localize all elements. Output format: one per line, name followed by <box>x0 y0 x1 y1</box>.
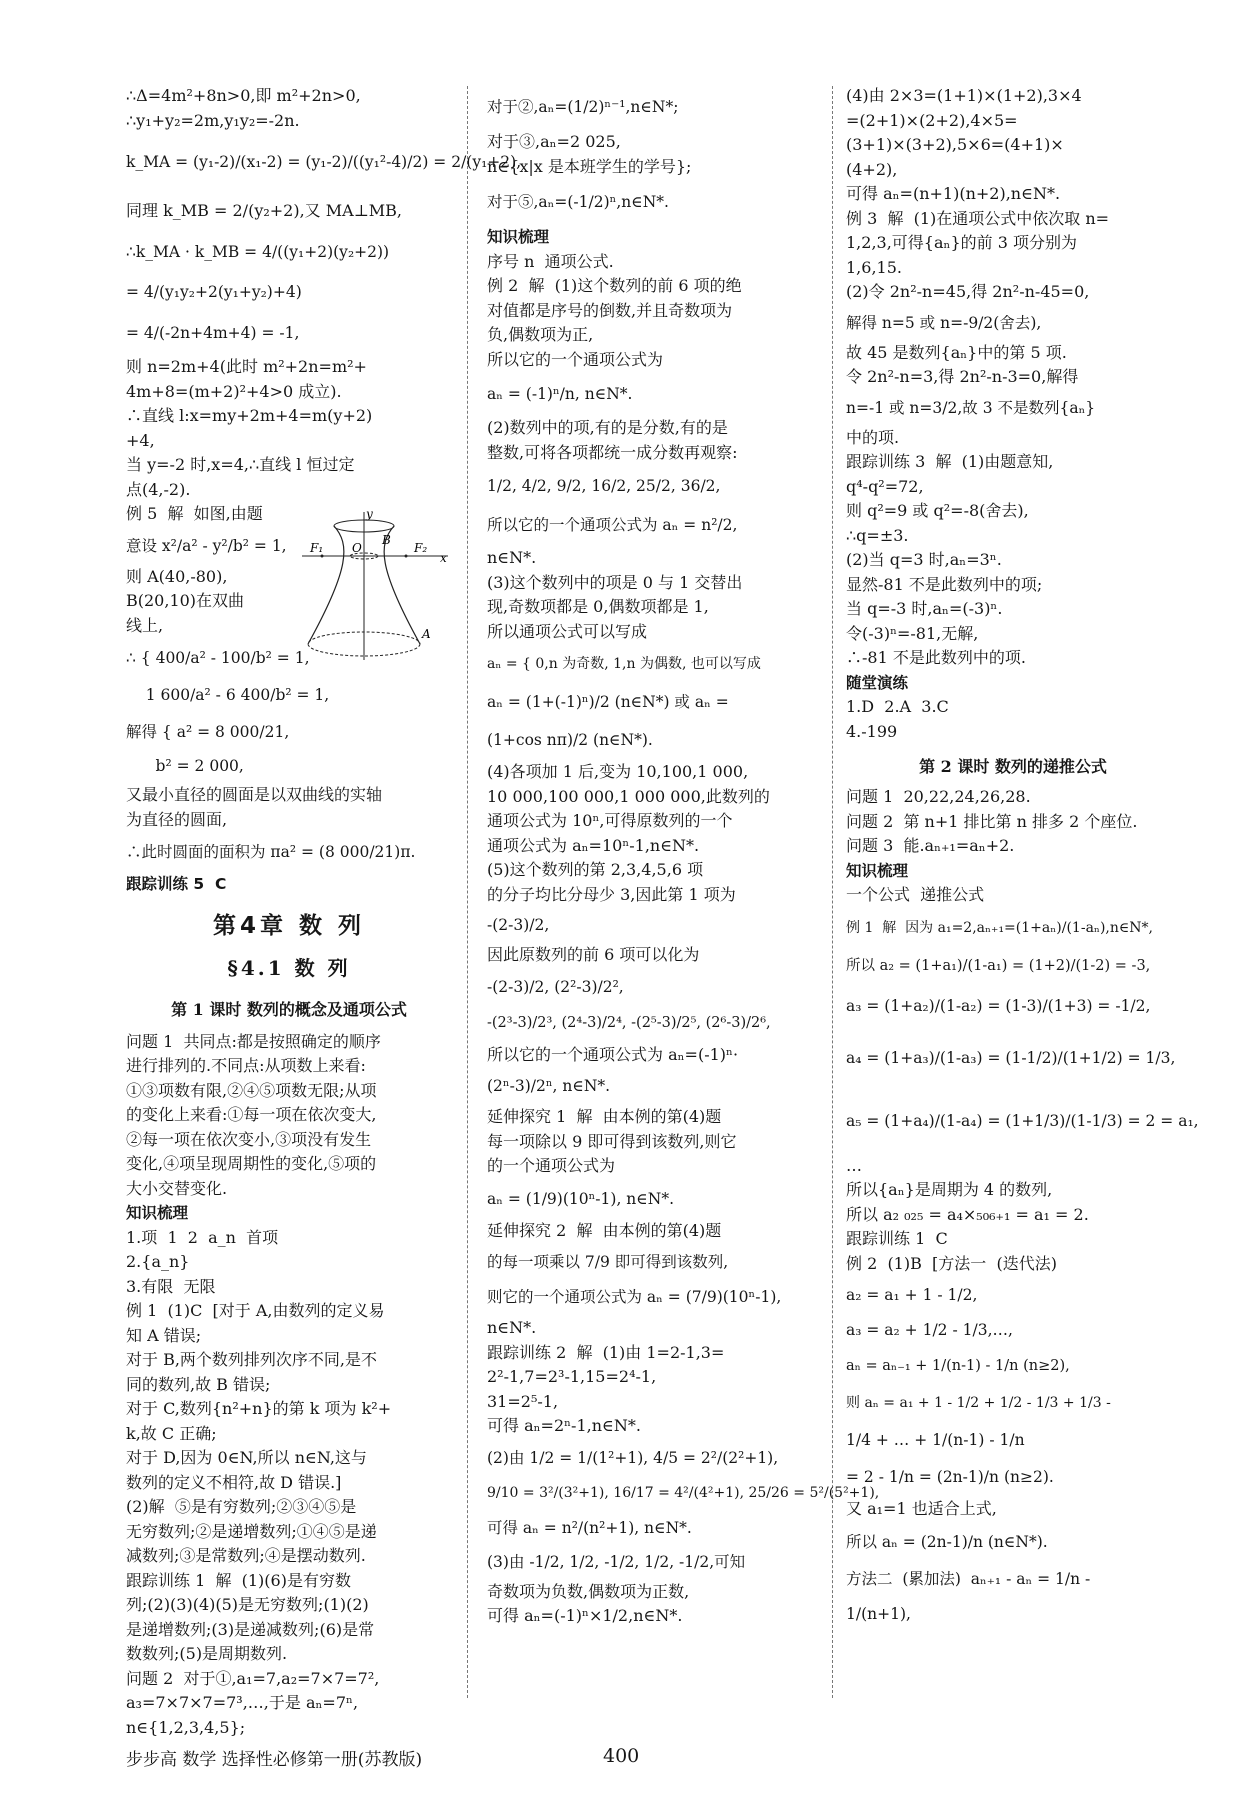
column-right <box>846 84 1199 1704</box>
text-line: 所以它的一个通项公式为 aₙ=(-1)ⁿ· <box>487 1044 739 1064</box>
text-line: 对于 C,数列{n²+n}的第 k 项为 k²+ <box>126 1399 392 1418</box>
text-line: 所以它的一个通项公式为 <box>487 349 664 369</box>
hyperboloid-figure <box>302 504 452 664</box>
formula-line: (2)由 1/2 = 1/(1²+1), 4/5 = 2²/(2²+1), <box>487 1448 779 1467</box>
text-line: ①③项数有限,②④⑤项数无限;从项 <box>126 1080 377 1100</box>
formula-line: a₃ = (1+a₂)/(1-a₂) = (1-3)/(1+3) = -1/2, <box>846 996 1151 1015</box>
text-line: 所以{aₙ}是周期为 4 的数列, <box>846 1180 1053 1199</box>
text-line: 又最小直径的圆面是以双曲线的实轴 <box>126 785 383 804</box>
formula-line: aₙ = aₙ₋₁ + 1/(n-1) - 1/n (n≥2), <box>846 1358 1070 1374</box>
formula-line: 可得 aₙ = n²/(n²+1), n∈N*. <box>487 1518 692 1537</box>
heading: 知识梳理 <box>487 228 550 246</box>
text-line: 所以通项公式可以写成 <box>487 621 648 641</box>
text-line: 的一个通项公式为 <box>487 1156 616 1175</box>
text-line: 跟踪训练 2 解 (1)由 1=2-1,3= <box>487 1342 725 1362</box>
text-line: (4)由 2×3=(1+1)×(1+2),3×4 <box>846 86 1082 105</box>
text-line: 对值都是序号的倒数,并且奇数项为 <box>487 300 733 320</box>
text-line: 1.项 1 2 a_n 首项 <box>126 1227 279 1247</box>
formula-line: (3)由 -1/2, 1/2, -1/2, 1/2, -1/2,可知 <box>487 1552 746 1571</box>
formula-line: (2ⁿ-3)/2ⁿ, n∈N*. <box>487 1077 611 1095</box>
text-line: (4)各项加 1 后,变为 10,100,1 000, <box>487 762 749 781</box>
text-line: 31=2⁵-1, <box>487 1391 559 1411</box>
text-line: 可得 aₙ=(-1)ⁿ×1/2,n∈N*. <box>487 1606 683 1625</box>
text-line: 显然-81 不是此数列中的项; <box>846 574 1043 594</box>
text-line: 2.{a_n} <box>126 1252 190 1271</box>
text-line: 例 2 解 (1)这个数列的前 6 项的绝 <box>487 276 742 295</box>
formula-line: 解得 n=5 或 n=-9/2(舍去), <box>846 313 1042 332</box>
text-line: 则 A(40,-80), <box>126 566 228 586</box>
text-line: 线上, <box>126 615 164 635</box>
formula-line: 则 aₙ = a₁ + 1 - 1/2 + 1/2 - 1/3 + 1/3 - <box>846 1395 1111 1411</box>
axis-label-x: x <box>440 551 447 565</box>
heading: 知识梳理 <box>846 861 909 880</box>
formula-line: = 2 - 1/n = (2n-1)/n (n≥2). <box>846 1468 1054 1486</box>
text-line: 例 3 解 (1)在通项公式中依次取 n= <box>846 208 1110 228</box>
formula-line: 对于⑤,aₙ=(-1/2)ⁿ,n∈N*. <box>487 193 669 211</box>
text-line: 中的项. <box>846 427 900 447</box>
text-line: =(2+1)×(2+2),4×5= <box>846 110 1018 130</box>
formula-line: a₂ = a₁ + 1 - 1/2, <box>846 1286 978 1304</box>
focus-label-F1: F₁ <box>310 541 324 555</box>
text-line: 奇数项为负数,偶数项为正数, <box>487 1581 690 1601</box>
text-line: 所以 a₂ ₀₂₅ = a₄×₅₀₆₊₁ = a₁ = 2. <box>846 1204 1089 1224</box>
text-line: (3+1)×(3+2),5×6=(4+1)× <box>846 135 1064 154</box>
text-line: ②每一项在依次变小,③项没有发生 <box>126 1129 372 1149</box>
text-line: (2)数列中的项,有的是分数,有的是 <box>487 418 728 437</box>
formula-line: -(2³-3)/2³, (2⁴-3)/2⁴, -(2⁵-3)/2⁵, (2⁶-3)/2⁶, <box>487 1014 771 1031</box>
text-line: 3.有限 无限 <box>126 1276 216 1296</box>
text-line: ∴-81 不是此数列中的项. <box>846 648 1026 667</box>
formula-line: aₙ = { 0,n 为奇数, 1,n 为偶数, 也可以写成 <box>487 656 761 672</box>
text-line: 问题 2 第 n+1 排比第 n 排多 2 个座位. <box>846 811 1138 831</box>
formula-line: 意设 x²/a² - y²/b² = 1, <box>126 536 287 555</box>
formula-line: 例 1 解 因为 a₁=2,aₙ₊₁=(1+aₙ)/(1-aₙ),n∈N*, <box>846 919 1153 936</box>
text-line: 则 q²=9 或 q²=-8(舍去), <box>846 501 1029 520</box>
formula-line: 所以 aₙ = (2n-1)/n (n∈N*). <box>846 1532 1048 1551</box>
text-line: 数列的定义不相符,故 D 错误.] <box>126 1472 342 1492</box>
text-line: q⁴-q²=72, <box>846 476 924 496</box>
text-line: 的变化上来看:①每一项在依次变大, <box>126 1105 377 1124</box>
text-line: 2²-1,7=2³-1,15=2⁴-1, <box>487 1367 657 1386</box>
text-line: 跟踪训练 5 C <box>126 875 227 893</box>
formula-line: 对于②,aₙ=(1/2)ⁿ⁻¹,n∈N*; <box>487 98 679 116</box>
text-line: 跟踪训练 3 解 (1)由题意知, <box>846 452 1054 471</box>
text-line: 大小交替变化. <box>126 1178 228 1198</box>
column-divider-2 <box>832 86 833 1698</box>
text-line: +4, <box>126 430 155 450</box>
text-line: 则 n=2m+4(此时 m²+2n=m²+ <box>126 357 367 376</box>
text-line: 问题 1 共同点:都是按照确定的顺序 <box>126 1031 381 1051</box>
formula-line: k_MA = (y₁-2)/(x₁-2) = (y₁-2)/((y₁²-4)/2) = 2/(y₁+2), <box>126 153 522 171</box>
text-line: 点(4,-2). <box>126 479 191 499</box>
focus-label-F2: F₂ <box>414 541 428 555</box>
formula-line: aₙ = (1+(-1)ⁿ)/2 (n∈N*) 或 aₙ = <box>487 693 729 711</box>
formula-line: 所以 a₂ = (1+a₁)/(1-a₁) = (1+2)/(1-2) = -3, <box>846 957 1151 974</box>
text-line: (2)解 ⑤是有穷数列;②③④⑤是 <box>126 1497 357 1516</box>
text-line: 进行排列的.不同点:从项数上来看: <box>126 1056 366 1075</box>
formula-line: n=-1 或 n=3/2,故 3 不是数列{aₙ} <box>846 398 1096 417</box>
text-line: 当 y=-2 时,x=4,∴直线 l 恒过定 <box>126 455 355 474</box>
text-line: 是递增数列;(3)是递减数列;(6)是常 <box>126 1619 375 1639</box>
text-line: 因此原数列的前 6 项可以化为 <box>487 945 700 964</box>
formula-line: -(2-3)/2, <box>487 916 550 934</box>
text-line: a₃=7×7×7=7³,…,于是 aₙ=7ⁿ, <box>126 1693 359 1712</box>
point-label-A: A <box>422 627 431 641</box>
text-line: n∈N*. <box>487 548 537 567</box>
formula-line: a₃ = a₂ + 1/2 - 1/3,…, <box>846 1321 1013 1339</box>
text-line: 4.-199 <box>846 721 898 741</box>
text-line: … <box>846 1155 862 1175</box>
text-line: 跟踪训练 1 C <box>846 1229 948 1248</box>
text-line: 问题 1 20,22,24,26,28. <box>846 787 1031 806</box>
text-line: 令(-3)ⁿ=-81,无解, <box>846 623 979 643</box>
footer-book-title: 步步高 数学 选择性必修第一册(苏教版) <box>126 1750 423 1770</box>
text-line: B(20,10)在双曲 <box>126 591 245 610</box>
example-5-block <box>126 502 452 641</box>
text-line: (4+2), <box>846 159 898 179</box>
text-line: 10 000,100 000,1 000 000,此数列的 <box>487 786 770 806</box>
text-line: 对于③,aₙ=2 025, <box>487 132 621 151</box>
text-line: 1,6,15. <box>846 257 902 277</box>
text-line: n∈{1,2,3,4,5}; <box>126 1717 246 1737</box>
text-line: 数数列;(5)是周期数列. <box>126 1644 288 1663</box>
text-line: 为直径的圆面, <box>126 809 228 829</box>
text-line: 序号 n 通项公式. <box>487 251 614 271</box>
lesson-title: 第 2 课时 数列的递推公式 <box>919 757 1107 776</box>
text-line: 例 5 解 如图,由题 <box>126 504 263 523</box>
formula-line: 1/2, 4/2, 9/2, 16/2, 25/2, 36/2, <box>487 477 721 495</box>
text-line: 1,2,3,可得{aₙ}的前 3 项分别为 <box>846 233 1077 252</box>
formula-line: 的每一项乘以 7/9 即可得到该数列, <box>487 1253 729 1271</box>
text-line: ∴Δ=4m²+8n>0,即 m²+2n>0, <box>126 86 361 105</box>
text-line: 例 1 (1)C [对于 A,由数列的定义易 <box>126 1301 385 1320</box>
page-number: 400 <box>603 1745 640 1767</box>
point-label-B: B <box>382 533 391 547</box>
text-line: ∴y₁+y₂=2m,y₁y₂=-2n. <box>126 110 300 130</box>
text-line: 对于 D,因为 0∈N,所以 n∈N,这与 <box>126 1448 367 1467</box>
text-line: (2)令 2n²-n=45,得 2n²-n-45=0, <box>846 282 1090 301</box>
formula-line: aₙ = (-1)ⁿ/n, n∈N*. <box>487 385 633 403</box>
text-line: 通项公式为 aₙ=10ⁿ-1,n∈N*. <box>487 835 700 855</box>
text-line: 延伸探究 2 解 由本例的第(4)题 <box>487 1220 722 1240</box>
formula-line: = 4/(-2n+4m+4) = -1, <box>126 324 300 342</box>
text-line: 列;(2)(3)(4)(5)是无穷数列;(1)(2) <box>126 1595 369 1614</box>
formula-line: 9/10 = 3²/(3²+1), 16/17 = 4²/(4²+1), 25/26 = 5²/(5²+1), <box>487 1484 880 1501</box>
formula-line: b² = 2 000, <box>126 757 244 775</box>
formula-line: 1/4 + … + 1/(n-1) - 1/n <box>846 1431 1025 1449</box>
text-line: 对于 B,两个数列排列次序不同,是不 <box>126 1350 378 1369</box>
formula-line: aₙ = (1/9)(10ⁿ-1), n∈N*. <box>487 1189 674 1208</box>
text-line: k,故 C 正确; <box>126 1423 217 1443</box>
text-line: 4m+8=(m+2)²+4>0 成立). <box>126 381 342 401</box>
formula-line: 1/(n+1), <box>846 1604 911 1623</box>
text-line: 同的数列,故 B 错误; <box>126 1374 271 1394</box>
formula-line: a₅ = (1+a₄)/(1-a₄) = (1+1/3)/(1-1/3) = 2 = a₁, <box>846 1111 1199 1130</box>
formula-line: 1 600/a² - 6 400/b² = 1, <box>126 686 330 704</box>
text-line: ∴直线 l:x=my+2m+4=m(y+2) <box>126 406 373 425</box>
chapter-title: 第4章 数 列 <box>212 912 366 939</box>
text-line: 整数,可将各项都统一成分数再观察: <box>487 442 738 462</box>
text-line: ∴q=±3. <box>846 525 909 545</box>
formula-line: -(2-3)/2, (2²-3)/2², <box>487 977 624 996</box>
text-line: 负,偶数项为正, <box>487 325 594 344</box>
text-line: 同理 k_MB = 2/(y₂+2),又 MA⊥MB, <box>126 201 402 220</box>
heading: 知识梳理 <box>126 1204 189 1222</box>
text-line: 可得 aₙ=2ⁿ-1,n∈N*. <box>487 1416 641 1435</box>
text-line: 问题 3 能.aₙ₊₁=aₙ+2. <box>846 836 1015 855</box>
origin-label-O: O <box>352 541 362 555</box>
formula-line: 所以它的一个通项公式为 aₙ = n²/2, <box>487 516 738 534</box>
text-line: 无穷数列;②是递增数列;①④⑤是递 <box>126 1521 377 1541</box>
text-line: 的分子均比分母少 3,因此第 1 项为 <box>487 884 736 904</box>
formula-line: ∴k_MA · k_MB = 4/((y₁+2)(y₂+2)) <box>126 243 390 261</box>
text-line: 令 2n²-n=3,得 2n²-n-3=0,解得 <box>846 367 1079 386</box>
text-line: 又 a₁=1 也适合上式, <box>846 1499 997 1518</box>
text-line: 通项公式为 10ⁿ,可得原数列的一个 <box>487 811 733 830</box>
text-line: 知 A 错误; <box>126 1325 202 1345</box>
text-line: 减数列;③是常数列;④是摆动数列. <box>126 1546 366 1565</box>
formula-line: ∴此时圆面的面积为 πa² = (8 000/21)π. <box>126 843 416 861</box>
text-line: n∈N*. <box>487 1318 537 1337</box>
text-line: 每一项除以 9 即可得到该数列,则它 <box>487 1131 737 1151</box>
text-line: 一个公式 递推公式 <box>846 885 985 904</box>
heading: 随堂演练 <box>846 673 909 692</box>
text-line: 跟踪训练 1 解 (1)(6)是有穷数 <box>126 1570 351 1590</box>
text-line: (5)这个数列的第 2,3,4,5,6 项 <box>487 860 704 879</box>
formula-line: 方法二 (累加法) aₙ₊₁ - aₙ = 1/n - <box>846 1569 1091 1588</box>
text-line: 可得 aₙ=(n+1)(n+2),n∈N*. <box>846 184 1061 203</box>
text-line: 例 2 (1)B [方法一 (迭代法) <box>846 1253 1057 1273</box>
text-line: 变化,④项呈现周期性的变化,⑤项的 <box>126 1154 377 1173</box>
text-line: 故 45 是数列{aₙ}中的第 5 项. <box>846 342 1067 362</box>
lesson-title: 第 1 课时 数列的概念及通项公式 <box>171 999 407 1019</box>
formula-line: 则它的一个通项公式为 aₙ = (7/9)(10ⁿ-1), <box>487 1288 782 1306</box>
text-line: (2)当 q=3 时,aₙ=3ⁿ. <box>846 550 1002 569</box>
text-line: n∈{x|x 是本班学生的学号}; <box>487 156 692 176</box>
text-line: 当 q=-3 时,aₙ=(-3)ⁿ. <box>846 599 1003 618</box>
formula-line: = 4/(y₁y₂+2(y₁+y₂)+4) <box>126 283 302 301</box>
formula-line: 解得 { a² = 8 000/21, <box>126 723 290 741</box>
formula-line: ∴ { 400/a² - 100/b² = 1, <box>126 649 310 667</box>
text-line: 现,奇数项都是 0,偶数项都是 1, <box>487 597 709 616</box>
text-line: 问题 2 对于①,a₁=7,a₂=7×7=7², <box>126 1668 380 1688</box>
formula-line: a₄ = (1+a₃)/(1-a₃) = (1-1/2)/(1+1/2) = 1/3, <box>846 1048 1176 1067</box>
axis-label-y: y <box>366 507 373 521</box>
section-title: §4.1 数 列 <box>227 955 351 980</box>
text-line: (3)这个数列中的项是 0 与 1 交替出 <box>487 572 743 592</box>
text-line: 1.D 2.A 3.C <box>846 697 949 716</box>
formula-line: (1+cos nπ)/2 (n∈N*). <box>487 731 653 749</box>
column-divider-1 <box>467 86 468 1698</box>
text-line: 延伸探究 1 解 由本例的第(4)题 <box>487 1107 722 1126</box>
